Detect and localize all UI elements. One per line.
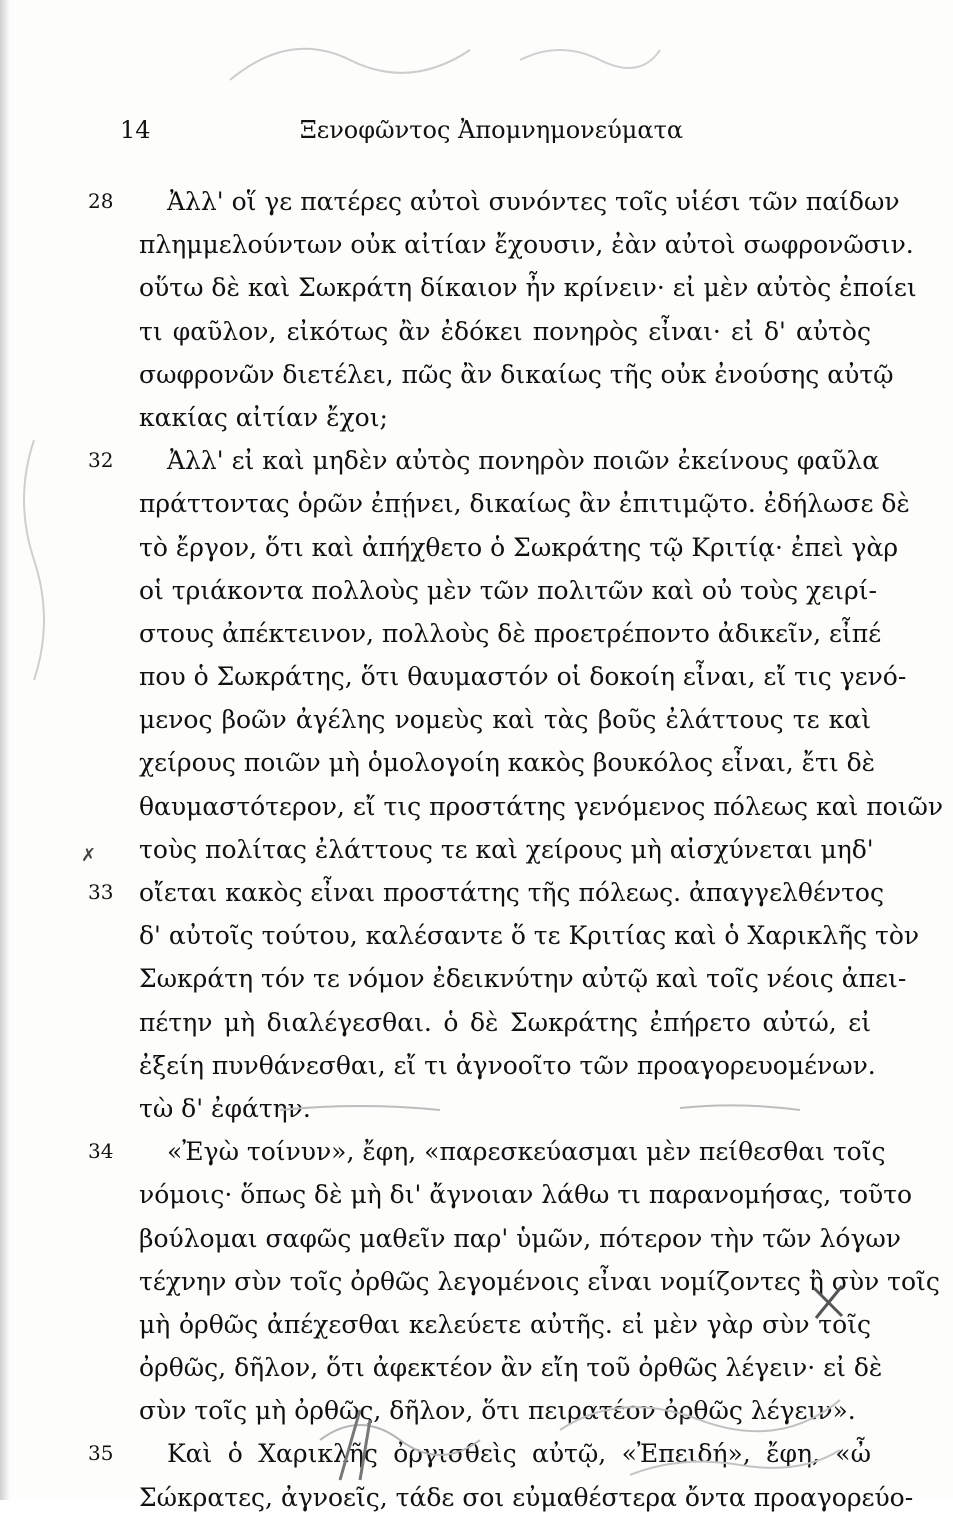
page-header xyxy=(0,116,953,156)
line-text: μὴ ὀρθῶς ἀπέχεσθαι κελεύετε αὐτῆς. εἰ μὲν γὰρ σὺν τοῖς xyxy=(139,1309,871,1339)
text-line xyxy=(139,1217,901,1260)
text-line xyxy=(139,310,871,353)
text-line xyxy=(139,698,871,741)
text-line xyxy=(88,871,884,914)
text-line xyxy=(139,1346,883,1389)
line-text: σὺν τοῖς μὴ ὀρθῶς, δῆλον, ὅτι πειρατέον ὀρθῶς λέγειν». xyxy=(139,1396,856,1426)
line-text: χείρους ποιῶν μὴ ὁμολογοίη κακὸς βουκόλος εἶναι, ἔτι δὲ xyxy=(139,748,876,778)
line-text: ἐξείη πυνθάνεσθαι, εἴ τι ἀγνοοῖτο τῶν προαγορευομένων. xyxy=(139,1050,876,1080)
line-text: βούλομαι σαφῶς μαθεῖν παρ' ὑμῶν, πότερον τὴν τῶν λόγων xyxy=(139,1223,901,1253)
text-line xyxy=(88,439,880,482)
pencil-scribble-top xyxy=(220,20,680,100)
line-text: οἴεται κακὸς εἶναι προστάτης τῆς πόλεως. ἀπαγγελθέντος xyxy=(139,878,884,907)
text-line xyxy=(88,180,900,223)
line-text: νόμοις· ὅπως δὲ μὴ δι' ἄγνοιαν λάθω τι παρανομήσας, τοῦτο xyxy=(139,1180,913,1210)
line-text: κακίας αἰτίαν ἔχοι; xyxy=(139,402,388,432)
line-text: τὼ δ' ἐφάτην. xyxy=(139,1093,311,1123)
text-line xyxy=(139,612,882,655)
line-text: τι φαῦλον, εἰκότως ἂν ἐδόκει πονηρὸς εἶναι· εἰ δ' αὐτὸς xyxy=(139,316,871,346)
line-text: θαυμαστότερον, εἴ τις προστάτης γενόμενος πόλεως καὶ ποιῶν xyxy=(139,791,944,821)
text-line xyxy=(139,785,944,828)
text-line xyxy=(139,1044,876,1087)
text-line xyxy=(139,569,877,612)
text-line xyxy=(139,353,894,396)
scan-edge-shadow xyxy=(0,0,10,1500)
section-number: 33 xyxy=(88,880,114,904)
text-line xyxy=(139,266,917,309)
line-text: Ἀλλ' εἰ καὶ μηδὲν αὐτὸς πονηρὸν ποιῶν ἐκείνους φαῦλα xyxy=(167,446,880,476)
pencil-scribble-left xyxy=(4,430,64,750)
text-line xyxy=(139,526,899,569)
line-text: πλημμελούντων οὐκ αἰτίαν ἔχουσιν, ἐὰν αὐτοὶ σωφρονῶσιν. xyxy=(139,230,914,260)
line-text: που ὁ Σωκράτης, ὅτι θαυμαστόν οἱ δοκοίη εἶναι, εἴ τις γενό- xyxy=(139,662,907,692)
text-line xyxy=(139,1001,871,1044)
line-text: ὀρθῶς, δῆλον, ὅτι ἀφεκτέον ἂν εἴη τοῦ ὀρθῶς λέγειν· εἰ δὲ xyxy=(139,1353,883,1383)
text-line xyxy=(81,828,874,871)
text-line xyxy=(139,741,876,784)
line-text: Σώκρατες, ἀγνοεῖς, τάδε σοι εὐμαθέστερα ὄντα προαγορεύο- xyxy=(139,1482,914,1512)
section-number: 32 xyxy=(88,448,114,473)
line-text: Σωκράτη τόν τε νόμον ἐδεικνύτην αὐτῷ καὶ τοῖς νέοις ἀπει- xyxy=(139,964,907,994)
text-line xyxy=(139,1303,871,1346)
section-number: 35 xyxy=(88,1441,114,1466)
line-text: τὸ ἔργον, ὅτι καὶ ἀπήχθετο ὁ Σωκράτης τῷ Κριτίᾳ· ἐπεὶ γὰρ xyxy=(139,532,899,562)
text-line xyxy=(139,1173,913,1216)
section-number: 28 xyxy=(88,189,114,213)
text-line xyxy=(88,1432,871,1475)
line-text: δ' αὐτοῖς τούτου, καλέσαντε ὅ τε Κριτίας καὶ ὁ Χαρικλῆς τὸν xyxy=(139,921,920,951)
line-text: σωφρονῶν διετέλει, πῶς ἂν δικαίως τῆς οὐκ ἐνούσης αὐτῷ xyxy=(139,359,894,389)
text-line xyxy=(139,482,910,525)
line-text: Καὶ ὁ Χαρικλῆς ὀργισθεὶς αὐτῷ, «Ἐπειδή», ἔφη, «ὦ xyxy=(167,1439,871,1469)
line-text: Ἀλλ' οἵ γε πατέρες αὐτοὶ συνόντες τοῖς υἱέσι τῶν παίδων xyxy=(167,187,900,216)
line-text: στους ἀπέκτεινον, πολλοὺς δὲ προετρέποντο ἀδικεῖν, εἶπέ xyxy=(139,618,882,648)
text-line xyxy=(88,1130,886,1173)
line-text: πέτην μὴ διαλέγεσθαι. ὁ δὲ Σωκράτης ἐπήρετο αὐτώ, εἰ xyxy=(139,1007,871,1037)
text-line xyxy=(139,655,907,698)
text-line xyxy=(139,914,920,957)
running-title: Ξενοφῶντος Ἀπομνημονεύματα xyxy=(299,116,684,144)
text-line xyxy=(139,223,914,266)
line-text: οὕτω δὲ καὶ Σωκράτη δίκαιον ἦν κρίνειν· εἰ μὲν αὐτὸς ἐποίει xyxy=(139,273,917,303)
line-text: οἱ τριάκοντα πολλοὺς μὲν τῶν πολιτῶν καὶ οὐ τοὺς χειρί- xyxy=(139,575,877,605)
text-line xyxy=(139,957,907,1000)
text-line xyxy=(139,1087,871,1130)
line-text: πράττοντας ὁρῶν ἐπῄνει, δικαίως ἂν ἐπιτιμῷτο. ἐδήλωσε δὲ xyxy=(139,489,910,519)
text-line xyxy=(139,1389,871,1432)
line-text: «Ἐγὼ τοίνυν», ἔφη, «παρεσκεύασμαι μὲν πείθεσθαι τοῖς xyxy=(167,1137,886,1167)
text-line xyxy=(139,1476,914,1519)
margin-check-mark: ✗ xyxy=(81,844,97,866)
text-line xyxy=(139,396,871,439)
section-number: 34 xyxy=(88,1139,114,1164)
greek-text-block xyxy=(81,180,944,1519)
line-text: μενος βοῶν ἀγέλης νομεὺς καὶ τὰς βοῦς ἐλάττους τε καὶ xyxy=(139,705,871,735)
page-number: 14 xyxy=(120,116,151,144)
line-text: τοὺς πολίτας ἐλάττους τε καὶ χείρους μὴ αἰσχύνεται μηδ' xyxy=(139,834,874,864)
line-text: τέχνην σὺν τοῖς ὀρθῶς λεγομένοις εἶναι νομίζοντες ἢ σὺν τοῖς xyxy=(139,1266,940,1296)
text-line xyxy=(139,1260,940,1303)
